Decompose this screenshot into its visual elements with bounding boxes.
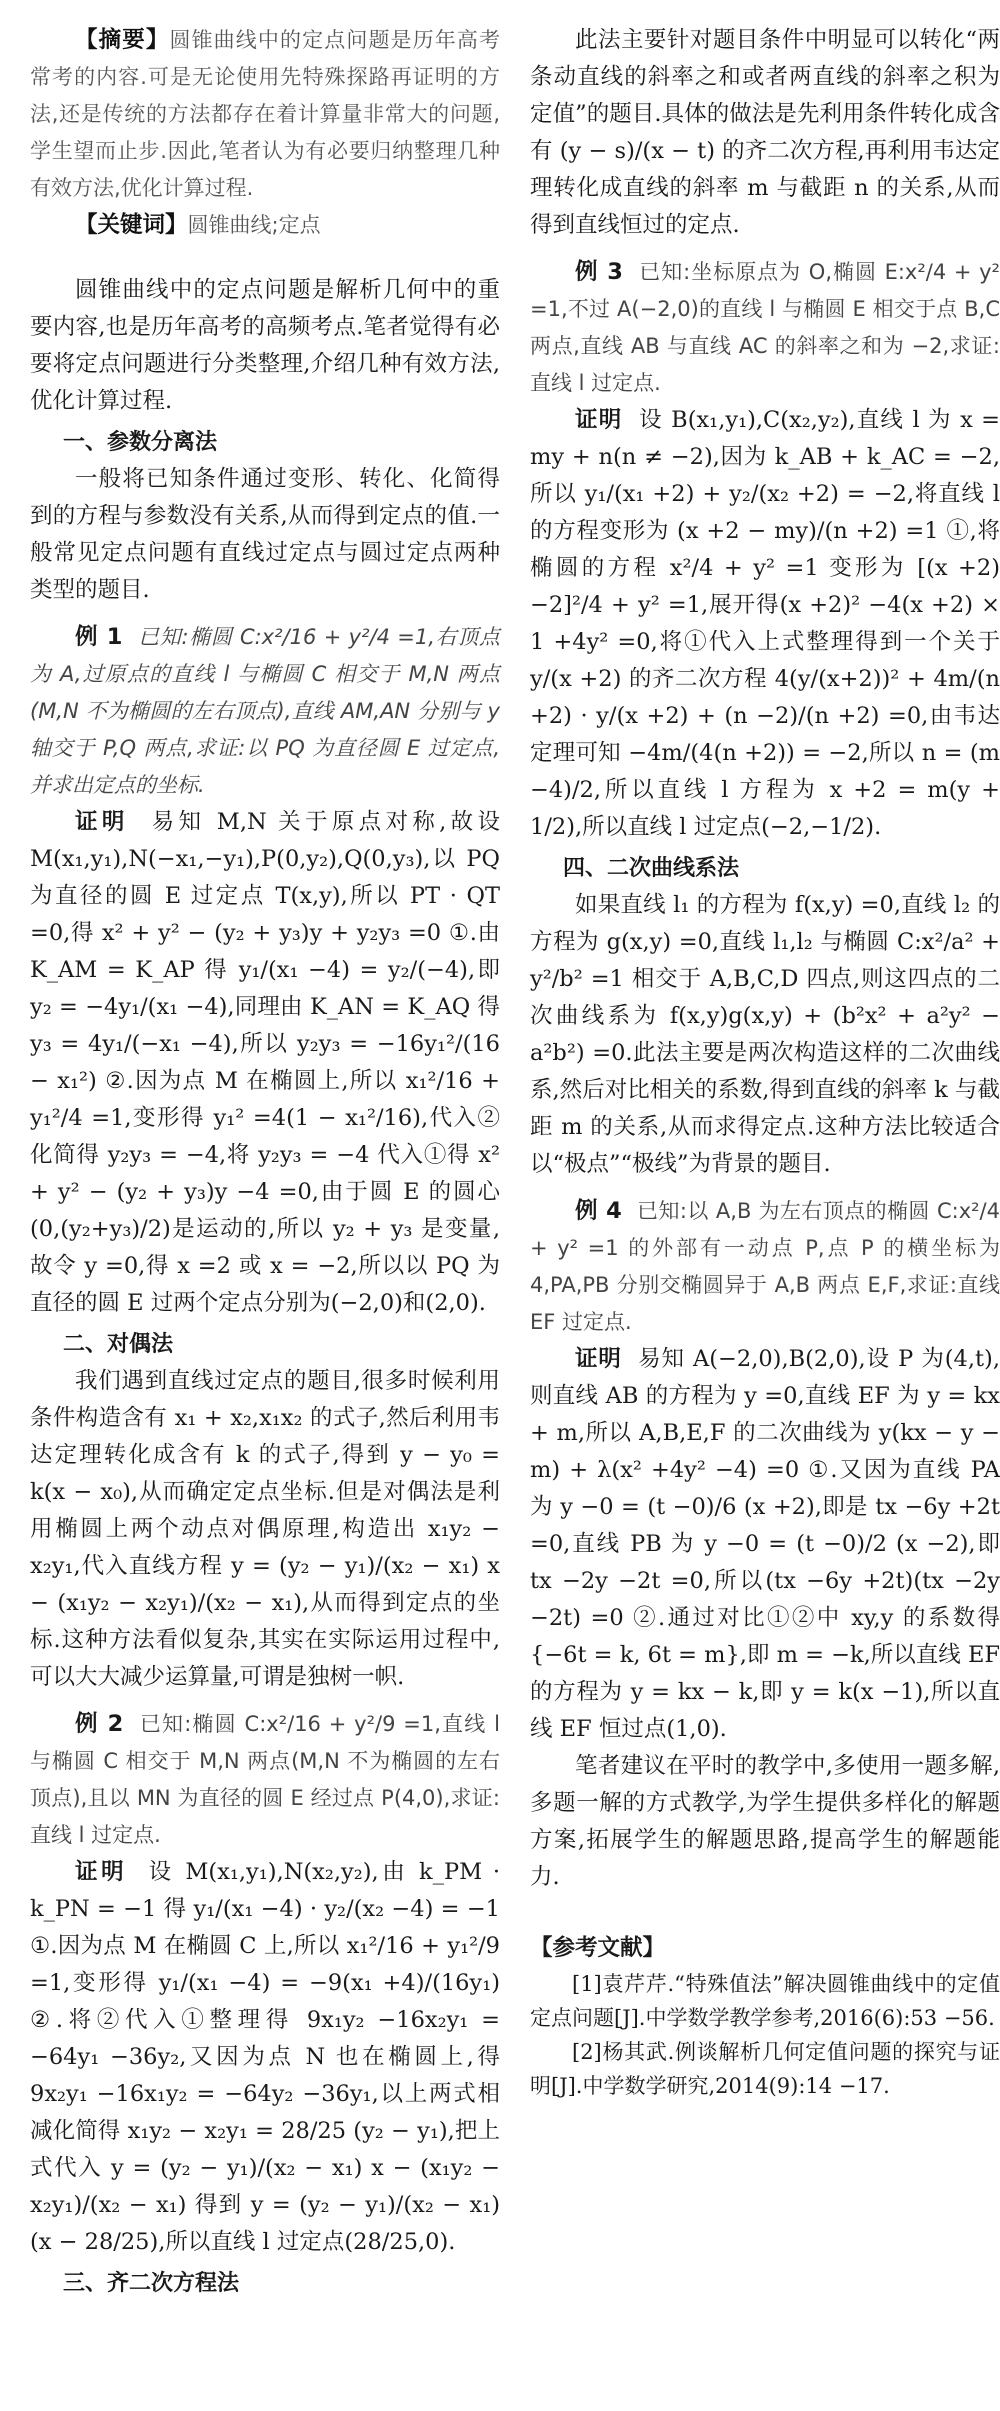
references-heading: 【参考文献】 <box>530 1935 666 1961</box>
proof-4 <box>530 1341 1000 1748</box>
left-column <box>30 22 500 2302</box>
example-4-label: 例 4 <box>575 1198 622 1224</box>
conclusion-paragraph: 笔者建议在平时的教学中,多使用一题多解,多题一解的方式教学,为学生提供多样化的解题方案,拓展学生的解题思路,提高学生的解题能力. <box>530 1753 1000 1890</box>
section-1-heading: 一、参数分离法 <box>63 430 218 455</box>
example-1 <box>30 619 500 804</box>
example-3 <box>530 254 1000 402</box>
reference-item: [2]杨其武.例谈解析几何定值问题的探究与证明[J].中学数学研究,2014(9):14 −17. <box>530 2040 1000 2098</box>
proof-1-label: 证明 <box>75 809 129 835</box>
section-3-paragraph: 此法主要针对题目条件中明显可以转化“两条动直线的斜率之和或者两直线的斜率之积为定值”的题目.具体的做法是先利用条件转化成含有 (y − s)/(x − t) 的齐二次方程,再利用韦达定理转化成直线的斜率 m 与截距 n 的关系,从而得到直线恒过的定点. <box>530 27 1000 238</box>
example-2 <box>30 1706 500 1854</box>
proof-2 <box>30 1854 500 2261</box>
proof-2-label: 证明 <box>75 1859 128 1885</box>
section-2-paragraph: 我们遇到直线过定点的题目,很多时候利用条件构造含有 x₁ + x₂,x₁x₂ 的式子,然后利用韦达定理转化成含有 k 的式子,得到 y − y₀ = k(x − x₀),从而确定定点坐标.但是对偶法是利用椭圆上两个动点对偶原理,构造出 x₁y₂ − x₂y₁,代入直线方程 y = (y₂ − y₁)/(x₂ − x₁) x − (x₁y₂ − x₂y₁)/(x₂ − x₁),从而得到定点的坐标.这种方法看似复杂,其实在实际运用过程中,可以大大减少运算量,可谓是独树一帜. <box>30 1368 500 1690</box>
example-4-statement: 已知:以 A,B 为左右顶点的椭圆 C:x²/4 + y² =1 的外部有一动点 P,点 P 的横坐标为 4,PA,PB 分别交椭圆异于 A,B 两点 E,F,求证:直线 EF 过定点. <box>530 1199 1000 1334</box>
right-column <box>530 22 1000 2103</box>
example-3-statement: 已知:坐标原点为 O,椭圆 E:x²/4 + y² =1,不过 A(−2,0)的直线 l 与椭圆 E 相交于点 B,C 两点,直线 AB 与直线 AC 的斜率之和为 −2,求证:直线 l 过定点. <box>530 260 1000 395</box>
abstract-text: 圆锥曲线中的定点问题是历年高考常考的内容.可是无论使用先特殊探路再证明的方法,还是传统的方法都存在着计算量非常大的问题,学生望而止步.因此,笔者认为有必要归纳整理几种有效方法,优化计算过程. <box>30 28 500 200</box>
abstract-tag: 【摘要】 <box>75 27 170 53</box>
abstract <box>30 22 500 207</box>
proof-3-label: 证明 <box>575 407 623 433</box>
example-4 <box>530 1193 1000 1341</box>
proof-3 <box>530 402 1000 846</box>
section-1-paragraph: 一般将已知条件通过变形、转化、化简得到的方程与参数没有关系,从而得到定点的值.一般常见定点问题有直线过定点与圆过定点两种类型的题目. <box>30 466 500 603</box>
intro-paragraph: 圆锥曲线中的定点问题是解析几何中的重要内容,也是历年高考的高频考点.笔者觉得有必要将定点问题进行分类整理,介绍几种有效方法,优化计算过程. <box>30 277 500 414</box>
example-2-label: 例 2 <box>75 1711 124 1737</box>
proof-1-text: 易知 M,N 关于原点对称,故设 M(x₁,y₁),N(−x₁,−y₁),P(0,y₂),Q(0,y₃),以 PQ 为直径的圆 E 过定点 T(x,y),所以 PT · QT =0,得 x² + y² − (y₂ + y₃)y + y₂y₃ =0 ①.由 K_AM = K_AP 得 y₁/(x₁ −4) = y₂/(−4),即 y₂ = −4y₁/(x₁ −4),同理由 K_AN = K_AQ 得 y₃ = 4y₁/(−x₁ −4),所以 y₂y₃ = −16y₁²/(16 − x₁²) ②.因为点 M 在椭圆上,所以 x₁²/16 + y₁²/4 =1,变形得 y₁² =4(1 − x₁²/16),代入②化简得 y₂y₃ = −4,将 y₂y₃ = −4 代入①得 x² + y² − (y₂ + y₃)y −4 =0,由于圆 E 的圆心(0,(y₂+y₃)/2)是运动的,所以 y₂ + y₃ 是变量,故令 y =0,得 x =2 或 x = −2,所以以 PQ 为直径的圆 E 过两个定点分别为(−2,0)和(2,0). <box>30 809 500 1316</box>
section-4-heading: 四、二次曲线系法 <box>563 856 740 881</box>
section-2-heading: 二、对偶法 <box>63 1332 174 1357</box>
example-1-statement: 已知:椭圆 C:x²/16 + y²/4 =1,右顶点为 A,过原点的直线 l 与椭圆 C 相交于 M,N 两点(M,N 不为椭圆的左右顶点),直线 AM,AN 分别与 y 轴交于 P,Q 两点,求证:以 PQ 为直径圆 E 过定点,并求出定点的坐标. <box>30 625 500 797</box>
section-3-heading: 三、齐二次方程法 <box>63 2271 240 2296</box>
keywords <box>30 207 500 244</box>
keywords-tag: 【关键词】 <box>75 212 188 238</box>
proof-4-label: 证明 <box>575 1346 622 1372</box>
example-3-label: 例 3 <box>575 259 623 285</box>
proof-3-text: 设 B(x₁,y₁),C(x₂,y₂),直线 l 为 x = my + n(n ≠ −2),因为 k_AB + k_AC = −2,所以 y₁/(x₁ +2) + y₂/(x₂ +2) = −2,将直线 l 的方程变形为 (x +2 − my)/(n +2) =1 ①,将椭圆的方程 x²/4 + y² =1 变形为 [(x +2) −2]²/4 + y² =1,展开得(x +2)² −4(x +2) × 1 +4y² =0,将①代入上式整理得到一个关于 y/(x +2) 的齐二次方程 4(y/(x+2))² + 4m/(n +2) · y/(x +2) + (n −2)/(n +2) =0,由韦达定理可知 −4m/(4(n +2)) = −2,所以 n = (m −4)/2,所以直线 l 方程为 x +2 = m(y + 1/2),所以直线 l 过定点(−2,−1/2). <box>530 407 1000 840</box>
section-4-paragraph: 如果直线 l₁ 的方程为 f(x,y) =0,直线 l₂ 的方程为 g(x,y) =0,直线 l₁,l₂ 与椭圆 C:x²/a² + y²/b² =1 相交于 A,B,C,D 四点,则这四点的二次曲线系为 f(x,y)g(x,y) + (b²x² + a²y² − a²b²) =0.此法主要是两次构造这样的二次曲线系,然后对比相关的系数,得到直线的斜率 k 与截距 m 的关系,从而求得定点.这种方法比较适合以“极点”“极线”为背景的题目. <box>530 892 1000 1177</box>
reference-item: [1]袁芹芹.“特殊值法”解决圆锥曲线中的定值定点问题[J].中学数学教学参考,2016(6):53 −56. <box>530 1972 1000 2030</box>
proof-4-text: 易知 A(−2,0),B(2,0),设 P 为(4,t),则直线 AB 的方程为 y =0,直线 EF 为 y = kx + m,所以 A,B,E,F 的二次曲线为 y(kx − y − m) + λ(x² +4y² −4) =0 ①.又因为直线 PA 为 y −0 = (t −0)/6 (x +2),即是 tx −6y +2t =0,直线 PB 为 y −0 = (t −0)/2 (x −2),即 tx −2y −2t =0,所以(tx −6y +2t)(tx −2y −2t) =0 ②.通过对比①②中 xy,y 的系数得 {−6t = k, 6t = m},即 m = −k,所以直线 EF 的方程为 y = kx − k,即 y = k(x −1),所以直线 EF 恒过点(1,0). <box>530 1346 1000 1742</box>
example-2-statement: 已知:椭圆 C:x²/16 + y²/9 =1,直线 l 与椭圆 C 相交于 M,N 两点(M,N 不为椭圆的左右顶点),且以 MN 为直径的圆 E 经过点 P(4,0),求证:直线 l 过定点. <box>30 1712 500 1847</box>
proof-1 <box>30 804 500 1322</box>
proof-2-text: 设 M(x₁,y₁),N(x₂,y₂),由 k_PM · k_PN = −1 得 y₁/(x₁ −4) · y₂/(x₂ −4) = −1 ①.因为点 M 在椭圆 C 上,所以 x₁²/16 + y₁²/9 =1,变形得 y₁/(x₁ −4) = −9(x₁ +4)/(16y₁) ②.将②代入①整理得 9x₁y₂ −16x₂y₁ = −64y₁ −36y₂,又因为点 N 也在椭圆上,得 9x₂y₁ −16x₁y₂ = −64y₂ −36y₁,以上两式相减化简得 x₁y₂ − x₂y₁ = 28/25 (y₂ − y₁),把上式代入 y = (y₂ − y₁)/(x₂ − x₁) x − (x₁y₂ − x₂y₁)/(x₂ − x₁) 得到 y = (y₂ − y₁)/(x₂ − x₁) (x − 28/25),所以直线 l 过定点(28/25,0). <box>30 1859 500 2255</box>
keywords-text: 圆锥曲线;定点 <box>187 213 321 237</box>
example-1-label: 例 1 <box>75 624 123 650</box>
